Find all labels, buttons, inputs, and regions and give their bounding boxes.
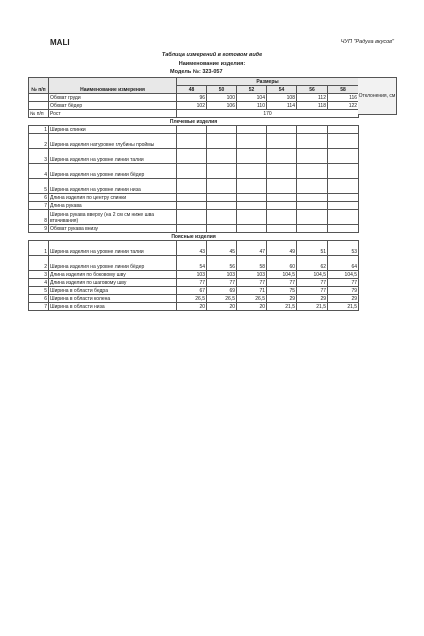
measurement-value: 96: [177, 94, 207, 102]
table-row: [29, 303, 359, 311]
section-title-waist: Поясные изделия: [29, 233, 359, 241]
page-title: Таблица измерений в готовом виде: [161, 52, 263, 58]
measurement-value: [328, 210, 359, 225]
row-number: 6: [29, 194, 49, 202]
measurement-value: [328, 202, 359, 210]
measurement-value: 20: [177, 303, 207, 311]
measurement-value: [267, 202, 297, 210]
measurement-value: 77: [267, 279, 297, 287]
measurement-value: [297, 164, 328, 179]
table-row: [29, 225, 359, 233]
measurement-value: [237, 179, 267, 194]
measurement-value: 56: [207, 256, 237, 271]
measurement-value: 21,5: [328, 303, 359, 311]
row-number: 5: [29, 287, 49, 295]
header-row: [29, 78, 359, 86]
measurement-value: [207, 210, 237, 225]
measurement-value: [297, 126, 328, 134]
measurement-value: [267, 126, 297, 134]
row-number: [29, 94, 49, 102]
measurement-value: [207, 225, 237, 233]
measurement-value: 103: [237, 271, 267, 279]
size-header: 54: [267, 86, 297, 94]
model-number: Модель №: 323-057: [170, 69, 223, 75]
table-row: [29, 256, 359, 271]
measurement-value: 77: [297, 287, 328, 295]
measurement-value: [237, 210, 267, 225]
measurement-value: [177, 225, 207, 233]
measurement-value: 103: [177, 271, 207, 279]
measurement-value: 49: [267, 241, 297, 256]
measurement-value: [237, 225, 267, 233]
row-number: [29, 102, 49, 110]
measurement-value: 114: [267, 102, 297, 110]
measurement-value: 62: [297, 256, 328, 271]
measurement-value: [207, 149, 237, 164]
table-row: [29, 194, 359, 202]
measurement-name: Ширина рукава вверху (на 2 см см ниже шва втачивания): [49, 210, 177, 225]
measurement-value: 58: [237, 256, 267, 271]
measurement-value: 104,5: [328, 271, 359, 279]
measurement-value: 29: [328, 295, 359, 303]
size-header: 50: [207, 86, 237, 94]
table-row: [29, 295, 359, 303]
measurement-value: 116: [328, 94, 359, 102]
measurement-name: Ширина спинки: [49, 126, 177, 134]
row-number: 6: [29, 295, 49, 303]
measurement-value: [207, 202, 237, 210]
measurement-value: 75: [267, 287, 297, 295]
measurement-name: Длина изделия по шаговому шву: [49, 279, 177, 287]
row-number: 5: [29, 179, 49, 194]
measurement-value: [237, 134, 267, 149]
measurement-value: [328, 179, 359, 194]
measurement-value: [328, 164, 359, 179]
measurement-value: [177, 202, 207, 210]
measurement-value: 69: [207, 287, 237, 295]
measurement-name: Обхват груди: [49, 94, 177, 102]
measurement-value: [207, 194, 237, 202]
measurement-value: [177, 210, 207, 225]
size-header: 48: [177, 86, 207, 94]
header-spacer: № п/п: [29, 78, 49, 94]
table-row: [29, 164, 359, 179]
measurement-name: Ширина изделия на уровне линии низа: [49, 179, 177, 194]
measurement-value: [177, 134, 207, 149]
measurement-name: Рост: [49, 110, 177, 118]
measurement-value: 26,5: [177, 295, 207, 303]
measurement-value: 110: [237, 102, 267, 110]
measurement-value: 67: [177, 287, 207, 295]
measurement-value: 51: [297, 241, 328, 256]
height-value: 170: [177, 110, 359, 118]
measurement-value: [207, 164, 237, 179]
name-header: Наименование измерения: [49, 78, 177, 94]
measurement-value: 45: [207, 241, 237, 256]
section-row: [29, 233, 359, 241]
measurement-value: 102: [177, 102, 207, 110]
table-row: [29, 210, 359, 225]
measurement-value: 104,5: [267, 271, 297, 279]
measurement-value: [267, 225, 297, 233]
height-row: [29, 110, 359, 118]
measurement-value: 122: [328, 102, 359, 110]
measurement-name: Ширина изделия на уровне линии бёдер: [49, 164, 177, 179]
measurement-value: 112: [297, 94, 328, 102]
measurement-name: Обхват бёдер: [49, 102, 177, 110]
measurement-value: [297, 202, 328, 210]
deviation-header: Отклонения, см: [358, 77, 397, 115]
row-number: 3: [29, 271, 49, 279]
measurement-value: 47: [237, 241, 267, 256]
measurement-value: [177, 126, 207, 134]
measurement-name: Длина рукава: [49, 202, 177, 210]
row-number-header: № п/п: [29, 110, 49, 118]
measurement-name: Длина изделия по боковому шву: [49, 271, 177, 279]
measurement-value: [297, 194, 328, 202]
size-header: 52: [237, 86, 267, 94]
measurement-value: 108: [267, 94, 297, 102]
measurement-value: 21,5: [297, 303, 328, 311]
measurement-value: 53: [328, 241, 359, 256]
row-number: 4: [29, 164, 49, 179]
measurement-value: 21,5: [267, 303, 297, 311]
measurement-value: 71: [237, 287, 267, 295]
row-number: 7: [29, 303, 49, 311]
measurement-value: [207, 179, 237, 194]
measurement-value: 26,5: [207, 295, 237, 303]
table-row: [29, 241, 359, 256]
measurement-value: 104: [237, 94, 267, 102]
measurement-value: [237, 164, 267, 179]
measurement-value: 77: [177, 279, 207, 287]
measurement-value: 43: [177, 241, 207, 256]
measurement-value: [297, 225, 328, 233]
measurement-value: 104,5: [297, 271, 328, 279]
measurement-value: [267, 210, 297, 225]
table-row: [29, 149, 359, 164]
measurement-value: [328, 134, 359, 149]
measurement-name: Ширина в области колена: [49, 295, 177, 303]
measurement-value: [267, 149, 297, 164]
measurement-value: [328, 149, 359, 164]
row-number: 7: [29, 202, 49, 210]
measurement-value: [297, 149, 328, 164]
measurement-value: 20: [207, 303, 237, 311]
measurement-name: Ширина изделия на уровне линии бёдер: [49, 256, 177, 271]
measurement-value: [297, 210, 328, 225]
measurement-value: [237, 149, 267, 164]
measurement-value: [328, 194, 359, 202]
table-row: [29, 279, 359, 287]
section-title-shoulder: Плечевые изделия: [29, 118, 359, 126]
measurement-name: Ширина в области бедра: [49, 287, 177, 295]
table-row: [29, 126, 359, 134]
measurement-value: [207, 134, 237, 149]
measurement-value: [207, 126, 237, 134]
measurement-name: Ширина в области низа: [49, 303, 177, 311]
measurement-value: [267, 134, 297, 149]
measurement-value: 77: [328, 279, 359, 287]
table-row: [29, 134, 359, 149]
sizes-header: Размеры: [177, 78, 359, 86]
measurement-value: 103: [207, 271, 237, 279]
measurement-value: 54: [177, 256, 207, 271]
row-number: 4: [29, 279, 49, 287]
measurement-value: 100: [207, 94, 237, 102]
table-row: [29, 271, 359, 279]
measurement-value: [328, 126, 359, 134]
measurement-value: 118: [297, 102, 328, 110]
measurement-value: [297, 179, 328, 194]
section-row: [29, 118, 359, 126]
row-number: 2: [29, 134, 49, 149]
row-number: 3: [29, 149, 49, 164]
measurement-value: [328, 225, 359, 233]
measurement-name: Длина изделия по центру спинки: [49, 194, 177, 202]
table-body: [29, 78, 359, 311]
row-number: 1: [29, 241, 49, 256]
measurement-value: [267, 194, 297, 202]
measurement-name: Ширина изделия на уровне линии талии: [49, 149, 177, 164]
table-row: [29, 94, 359, 102]
table-row: [29, 179, 359, 194]
measurement-value: 29: [297, 295, 328, 303]
company-name: ЧУП "Радуга вкусов": [340, 39, 394, 45]
measurement-value: [237, 126, 267, 134]
measurement-value: [237, 194, 267, 202]
measurement-value: 29: [267, 295, 297, 303]
measurement-value: 77: [237, 279, 267, 287]
measurement-value: 60: [267, 256, 297, 271]
measurement-value: [237, 202, 267, 210]
row-number: 2: [29, 256, 49, 271]
measurement-value: 77: [297, 279, 328, 287]
measurement-value: [297, 134, 328, 149]
measurement-value: 20: [237, 303, 267, 311]
measurement-value: [267, 164, 297, 179]
row-number: 8: [29, 210, 49, 225]
row-number: 1: [29, 126, 49, 134]
table-row: [29, 102, 359, 110]
measurement-value: [177, 149, 207, 164]
measurement-value: [177, 179, 207, 194]
measurement-value: 79: [328, 287, 359, 295]
measurement-value: [177, 194, 207, 202]
size-header: 56: [297, 86, 328, 94]
measurement-value: 77: [207, 279, 237, 287]
measurement-value: [267, 179, 297, 194]
size-header: 58: [328, 86, 359, 94]
measurement-value: 64: [328, 256, 359, 271]
table-row: [29, 287, 359, 295]
brand-logo: MALI: [50, 38, 70, 47]
measurement-value: [177, 164, 207, 179]
measurement-name: Ширина изделия на уровне линии талии: [49, 241, 177, 256]
measurement-name: Обхват рукава внизу: [49, 225, 177, 233]
measurements-table: [28, 77, 359, 311]
measurement-value: 106: [207, 102, 237, 110]
measurement-name: Ширина изделия натуровне глубины проймы: [49, 134, 177, 149]
table-row: [29, 202, 359, 210]
measurement-value: 26,5: [237, 295, 267, 303]
row-number: 9: [29, 225, 49, 233]
product-name-label: Наименование изделия:: [178, 61, 246, 67]
